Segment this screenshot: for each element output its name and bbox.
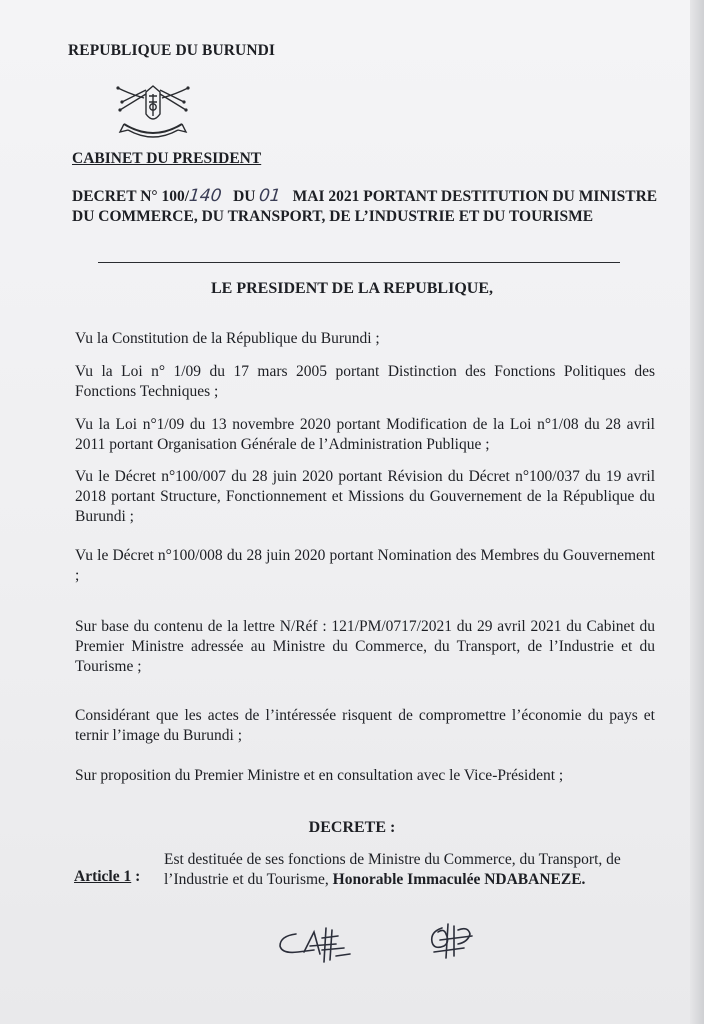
burundi-coat-of-arms-icon <box>110 80 196 148</box>
decree-number-handwritten: 140 <box>187 186 223 206</box>
decree-title-rest: MAI 2021 PORTANT DESTITUTION DU MINISTRE DU COMMERCE, DU TRANSPORT, DE L’INDUSTRIE ET DU TOURISME <box>72 188 658 225</box>
consideration-3: Vu la Loi n°1/09 du 13 novembre 2020 portant Modification de la Loi n°1/08 du 28 avril 2011 portant Organisation Générale de l’Administration Publique ; <box>75 416 655 453</box>
cabinet-title: CABINET DU PRESIDENT <box>72 150 262 167</box>
consideration-4: Vu le Décret n°100/007 du 28 juin 2020 portant Révision du Décret n°100/037 du 19 avril 2018 portant Structure, Fonctionnement et Missions du Gouvernement de la République du Burundi ; <box>75 468 655 525</box>
article-1-label-text: Article 1 <box>74 868 132 885</box>
country-name: REPUBLIQUE DU BURUNDI <box>68 42 276 59</box>
article-1-label <box>74 868 140 886</box>
decree-du: DU <box>233 188 256 205</box>
decree-title <box>72 186 662 227</box>
header <box>68 42 275 60</box>
consideration-5: Vu le Décret n°100/008 du 28 juin 2020 portant Nomination des Membres du Gouvernement ; <box>75 547 655 584</box>
decree-prefix: DECRET N° 100/ <box>72 188 190 205</box>
signature-2-icon <box>424 918 482 962</box>
article-1-name: Honorable Immaculée NDABANEZE. <box>332 871 586 888</box>
consideration-6: Sur base du contenu de la lettre N/Réf : 121/PM/0717/2021 du 29 avril 2021 du Cabinet du Premier Ministre adressée au Ministre du Commerce, du Transport, de l’Industrie et du Tourisme ; <box>75 618 655 675</box>
consideration-2: Vu la Loi n° 1/09 du 17 mars 2005 portant Distinction des Fonctions Politiques des Fonctions Techniques ; <box>75 363 655 400</box>
page-edge-shadow <box>690 0 704 1024</box>
decree-day-handwritten: 01 <box>258 186 283 206</box>
consideration-7: Considérant que les actes de l’intéressée risquent de compromettre l’économie du pays et ternir l’image du Burundi ; <box>75 707 655 744</box>
consideration-8: Sur proposition du Premier Ministre et en consultation avec le Vice-Président ; <box>75 767 564 784</box>
decrete-heading: DECRETE : <box>308 819 396 836</box>
article-1-colon: : <box>131 868 141 885</box>
signature-1-icon <box>274 922 356 966</box>
divider-line <box>98 262 620 263</box>
article-1-body: Est destituée de ses fonctions de Ministre du Commerce, du Transport, de l’Industrie et du Tourisme, <box>164 851 621 888</box>
article-1-text <box>164 850 664 890</box>
consideration-1: Vu la Constitution de la République du Burundi ; <box>75 330 380 347</box>
president-heading: LE PRESIDENT DE LA REPUBLIQUE, <box>211 280 493 297</box>
